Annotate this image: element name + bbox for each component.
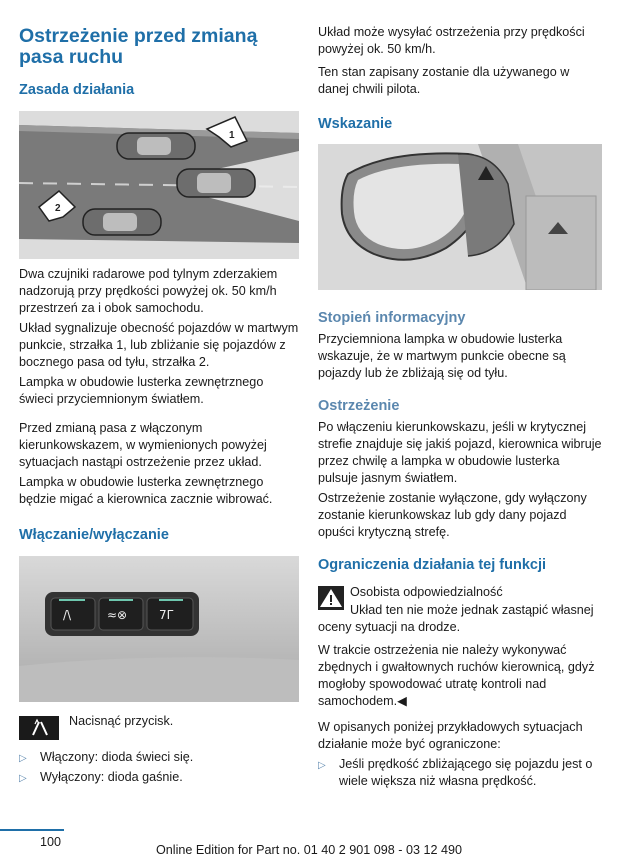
- bullet-triangle-icon: ▷: [19, 773, 27, 784]
- subheading-info: Stopień informacyjny: [318, 310, 466, 326]
- bullet-speed: ▷ Jeśli prędkość zbliżającego się pojazdu jest o wiele większa niż własna prędkość.: [318, 757, 593, 788]
- svg-text:≈⊗: ≈⊗: [107, 608, 128, 622]
- warning-title: Osobista odpowiedzialność: [350, 585, 503, 599]
- paragraph: Układ sygnalizuje obecność pojazdów w martwym punkcie, strzałka 1, lub zbliżanie się pojazdów z bocznego pasa od tyłu, strzałka 2.: [19, 321, 299, 369]
- paragraph: Lampka w obudowie lusterka zewnętrznego będzie migać a kierownica zacznie wibrować.: [19, 475, 273, 506]
- svg-text:7Γ: 7Γ: [159, 608, 174, 622]
- subheading-warning: Ostrzeżenie: [318, 398, 400, 414]
- paragraph: W opisanych poniżej przykładowych sytuacjach działanie może być ograniczone:: [318, 720, 583, 751]
- section-heading-limits: Ograniczenia działania tej funkcji: [318, 557, 547, 573]
- section-heading-principle: Zasada działania: [19, 82, 135, 98]
- paragraph: Przyciemniona lampka w obudowie lusterka wskazuje, że w martwym punkcie obecne są pojazdy lub że zbliżają się od tyłu.: [318, 332, 566, 380]
- section-heading-indication: Wskazanie: [318, 116, 393, 132]
- mirror-image: [318, 144, 602, 290]
- press-button-text: Nacisnąć przycisk.: [69, 714, 174, 728]
- paragraph: Ostrzeżenie zostanie wyłączone, gdy wyłączony zostanie kierunkowskaz lub gdy dany pojazd opuści krytyczną strefę.: [318, 491, 587, 539]
- car-icon: [117, 133, 195, 159]
- car-icon: [177, 169, 255, 197]
- car-icon: [83, 209, 161, 235]
- arrow-1-label: 1: [229, 130, 235, 141]
- bullet-triangle-icon: ▷: [318, 760, 326, 771]
- bullet-triangle-icon: ▷: [19, 753, 27, 764]
- paragraph: Po włączeniu kierunkowskazu, jeśli w krytycznej strefie znajduje się jakiś pojazd, kierownica wibruje przez chwilę a lampka w obudowie lusterka pulsuje jasnym światłem.: [318, 420, 602, 485]
- section-heading-onoff: Włączanie/wyłączanie: [19, 527, 169, 543]
- paragraph: Lampka w obudowie lusterka zewnętrznego świeci przyciemnionym światłem.: [19, 375, 264, 406]
- lane-change-diagram: [19, 111, 299, 259]
- paragraph: Ten stan zapisany zostanie dla używanego w danej chwili pilota.: [318, 65, 570, 96]
- page-title: Ostrzeżenie przed zmianą pasa ruchu: [19, 25, 258, 68]
- svg-text:/\: /\: [63, 608, 72, 622]
- warning-text: Układ ten nie może jednak zastąpić własnej oceny sytuacji na drodze.: [318, 603, 594, 634]
- footer-rule: [0, 829, 64, 831]
- footer-edition: Online Edition for Part no. 01 40 2 901 098 - 03 12 490: [156, 843, 462, 857]
- page-number: 100: [40, 835, 62, 849]
- paragraph: Układ może wysyłać ostrzeżenia przy prędkości powyżej ok. 50 km/h.: [318, 25, 585, 56]
- bullet-off: ▷ Wyłączony: dioda gaśnie.: [19, 769, 299, 786]
- arrow-2-label: 2: [55, 203, 61, 214]
- paragraph: Dwa czujniki radarowe pod tylnym zderzakiem nadzorują przy prędkości powyżej ok. 50 km/h przestrzeń za i obok samochodu.: [19, 267, 278, 315]
- paragraph: W trakcie ostrzeżenia nie należy wykonywać zbędnych i gwałtownych ruchów kierownicą, gdyż mogłoby spowodować utratę kontroli nad samochodem.◀: [318, 643, 595, 708]
- bullet-on: ▷ Włączony: dioda świeci się.: [19, 749, 299, 766]
- paragraph: Przed zmianą pasa z włączonym kierunkowskazem, w wymienionych powyżej sytuacjach nastąpi ostrzeżenie przez układ.: [19, 421, 267, 469]
- lane-change-button-icon: [19, 716, 59, 740]
- button-panel-image: [19, 556, 299, 702]
